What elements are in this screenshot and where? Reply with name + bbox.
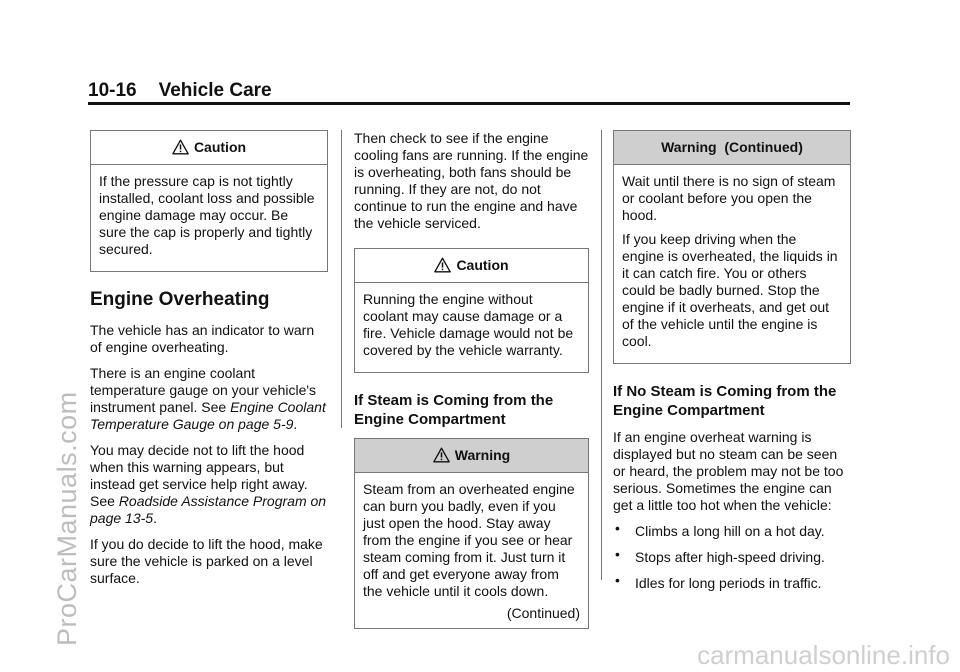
caution-title: Caution [456,257,509,273]
list-item-text: Idles for long periods in traffic. [635,575,822,591]
paragraph-end: . [153,510,157,526]
warning-box-continued [613,130,851,364]
caution-text: If the pressure cap is not tightly installed, coolant loss and possible engine damage may occur. Be sure the cap is properly and tightly secured. [99,173,315,257]
warning-text: Steam from an overheated engine can burn you badly, even if you just open the hood. Stay away from the engine if you see or hear steam coming from it. Just turn it off and get everyone away from the vehicle until it cools down. [363,481,575,599]
column-3 [613,130,851,601]
caution-box [354,248,589,373]
warning-body [614,165,850,363]
caution-box-header [355,249,588,283]
cross-reference-link[interactable]: Engine Coolant Temperature Gauge on page 5-9 [90,399,326,432]
paragraph-text: You may decide not to lift the hood when this warning appears, but instead get service help right away. See [90,442,308,509]
caution-body [91,165,327,271]
section-title: Engine Overheating [90,289,270,310]
list-item [613,520,851,540]
warning-triangle-icon [433,447,450,463]
caution-box [90,130,328,272]
chapter-title: Vehicle Care [158,80,272,101]
warning-title: Warning (Continued) [661,139,803,155]
header-rule [88,102,850,105]
paragraph [90,442,328,527]
paragraph-text: There is an engine coolant temperature gauge on your vehicle's instrument panel. See [90,365,317,415]
list-item-text: Climbs a long hill on a hot day. [635,523,825,539]
paragraph [90,365,328,433]
paragraph: If you do decide to lift the hood, make sure the vehicle is parked on a level surface. [90,536,323,586]
warning-body [355,473,588,628]
caution-title: Caution [193,139,247,155]
bottom-watermark: carmanualsonline.info [697,640,950,670]
page-header [88,80,272,102]
list-item [613,546,851,566]
column-1 [90,130,328,596]
list-item-text: Stops after high-speed driving. [635,549,825,565]
warning-title: Warning [454,447,511,463]
column-divider-1 [341,130,342,428]
bullet-icon: • [615,572,620,588]
caution-body [355,283,588,372]
warning-box-header [355,439,588,473]
caution-text: Running the engine without coolant may cause damage or a fire. Vehicle damage would not be covered by the vehicle warranty. [363,291,574,358]
warning-triangle-icon [434,257,451,273]
column-divider-2 [601,130,602,580]
bullet-icon: • [615,520,620,536]
list-item [613,572,851,592]
paragraph-end: . [293,416,298,432]
subsection-title: If Steam is Coming from the Engine Compartment [354,392,554,428]
continued-label: (Continued) [506,605,580,621]
caution-box-header [91,131,327,165]
warning-box-header [614,131,850,165]
side-watermark: ProCarManuals.com [52,391,82,646]
subsection-title: If No Steam is Coming from the Engine Compartment [613,383,837,419]
paragraph: If an engine overheat warning is displayed but no steam can be seen or heard, the problem may not be too serious. Sometimes the engine can get a little too hot when the vehicle: [613,429,844,513]
paragraph: The vehicle has an indicator to warn of engine overheating. [90,322,315,355]
page-number: 10-16 [88,80,137,101]
column-2 [354,130,589,629]
warning-text: Wait until there is no sign of steam or coolant before you open the hood. [622,173,836,223]
warning-triangle-icon [172,139,189,155]
cross-reference-link[interactable]: Roadside Assistance Program on page 13-5 [90,493,327,526]
bullet-list [613,520,851,592]
warning-text: If you keep driving when the engine is overheated, the liquids in it can catch fire. You or others could be badly burned. Stop the engine if it overheats, and get out of the vehicle until the engine is cool. [622,231,838,349]
warning-box [354,438,589,629]
bullet-icon: • [615,546,620,562]
paragraph: Then check to see if the engine cooling fans are running. If the engine is overheating, both fans should be running. If they are not, do not continue to run the engine and have the vehicle serviced. [354,130,589,231]
